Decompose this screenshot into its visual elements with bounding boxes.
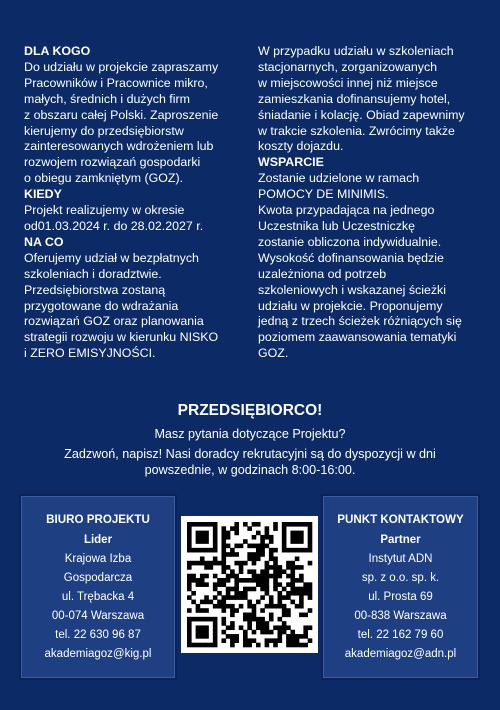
biuro-title: BIURO PROJEKTU (46, 513, 150, 526)
biuro-projektu-box (21, 496, 175, 678)
intro-line: stacjonarnych, zorganizowanych (258, 59, 438, 74)
wsparcie-line: Uczestnika lub Uczestniczkę (258, 218, 416, 233)
biuro-line: Gospodarcza (63, 572, 133, 584)
na-co-line: strategii rozwoju w kierunku NISKO (24, 330, 219, 345)
intro-line: śniadanie i kolację. Obiad zapewnimy (258, 107, 465, 122)
cta-hours-line: powszednie, w godzinach 8:00-16:00. (144, 463, 356, 477)
punkt-city: 00-838 Warszawa (354, 610, 447, 622)
section-heading-na-co: NA CO (24, 234, 64, 249)
wsparcie-line: udziału w projekcie. Proponujemy (258, 298, 443, 313)
punkt-email: akademiagoz@adn.pl (344, 648, 457, 660)
dla-kogo-line: z obszaru całej Polski. Zaproszenie (24, 107, 219, 122)
punkt-address: ul. Prosta 69 (368, 591, 433, 603)
cta-title: PRZEDSIĘBIORCO! (177, 402, 323, 419)
intro-line: koszty dojazdu. (258, 139, 344, 154)
punkt-phone: tel. 22 162 79 60 (357, 629, 444, 641)
biuro-email: akademiagoz@kig.pl (44, 648, 152, 660)
na-co-line: i ZERO EMISYJNOŚCI. (24, 346, 156, 361)
biuro-line: Krajowa Izba (64, 553, 132, 565)
dla-kogo-line: małych, średnich i dużych firm (24, 91, 190, 106)
dla-kogo-line: Do udziału w projekcie zapraszamy (24, 59, 219, 74)
intro-line: W przypadku udziału w szkoleniach (258, 44, 454, 58)
right-column (258, 44, 480, 362)
punkt-line: sp. z o.o. sp. k. (361, 572, 440, 584)
intro-line: w trakcie szkolenia. Zwrócimy także (258, 123, 455, 138)
wsparcie-line: poziomem zaawansowania tematyki (258, 330, 457, 345)
kiedy-line: Projekt realizujemy w okresie (24, 203, 185, 218)
dla-kogo-line: o obiegu zamkniętym (GOZ). (24, 171, 184, 186)
wsparcie-line: szkoleniowych i wskazanej ścieżki (258, 282, 446, 297)
kiedy-line: od01.03.2024 r. do 28.02.2027 r. (24, 218, 204, 233)
punkt-line: Instytut ADN (368, 553, 433, 565)
cta-question: Masz pytania dotyczące Projektu? (154, 427, 346, 441)
wsparcie-line: Kwota przypadająca na jednego (258, 203, 435, 218)
wsparcie-line: Zostanie udzielone w ramach (258, 171, 420, 186)
na-co-line: Przedsiębiorstwa zostaną (24, 282, 166, 297)
intro-line: w miejscowości innej niż miejsce (258, 75, 438, 90)
biuro-address: ul. Trębacka 4 (61, 591, 135, 603)
qr-code-icon (181, 516, 318, 653)
punkt-title: PUNKT KONTAKTOWY (337, 513, 464, 526)
wsparcie-line: GOZ. (258, 346, 289, 361)
cta-contact-line: Zadzwoń, napisz! Nasi doradcy rekrutacyjni są do dyspozycji w dni (64, 447, 436, 461)
na-co-line: szkoleniach i doradztwie. (24, 266, 162, 281)
dla-kogo-line: Pracowników i Pracownice mikro, (24, 75, 208, 90)
dla-kogo-line: zainteresowanych wdrożeniem lub (24, 139, 214, 154)
punkt-subtitle: Partner (380, 534, 421, 546)
section-heading-dla-kogo: DLA KOGO (24, 44, 91, 58)
section-heading-wsparcie: WSPARCIE (258, 155, 324, 170)
wsparcie-line: jedną z trzech ścieżek różniących się (258, 314, 462, 329)
wsparcie-line: Wysokość dofinansowania będzie (258, 250, 444, 265)
wsparcie-line: uzależniona od potrzeb (258, 266, 387, 281)
punkt-kontaktowy-box (323, 496, 478, 678)
na-co-line: przygotowane do wdrażania (24, 298, 179, 313)
biuro-phone: tel. 22 630 96 87 (55, 629, 141, 641)
dla-kogo-line: rozwojem rozwiązań gospodarki (24, 155, 201, 170)
biuro-city: 00-074 Warszawa (51, 610, 145, 622)
section-heading-kiedy: KIEDY (24, 187, 62, 202)
left-column (24, 44, 246, 362)
dla-kogo-line: kierujemy do przedsiębiorstw (24, 123, 184, 138)
qr-code-graphic (181, 516, 318, 653)
na-co-line: Oferujemy udział w bezpłatnych (24, 250, 199, 265)
wsparcie-line: POMOCY DE MINIMIS. (258, 187, 389, 202)
wsparcie-line: zostanie obliczona indywidualnie. (258, 234, 442, 249)
na-co-line: rozwiązań GOZ oraz planowania (24, 314, 204, 329)
intro-line: zamieszkania dofinansujemy hotel, (258, 91, 451, 106)
biuro-subtitle: Lider (83, 534, 113, 546)
